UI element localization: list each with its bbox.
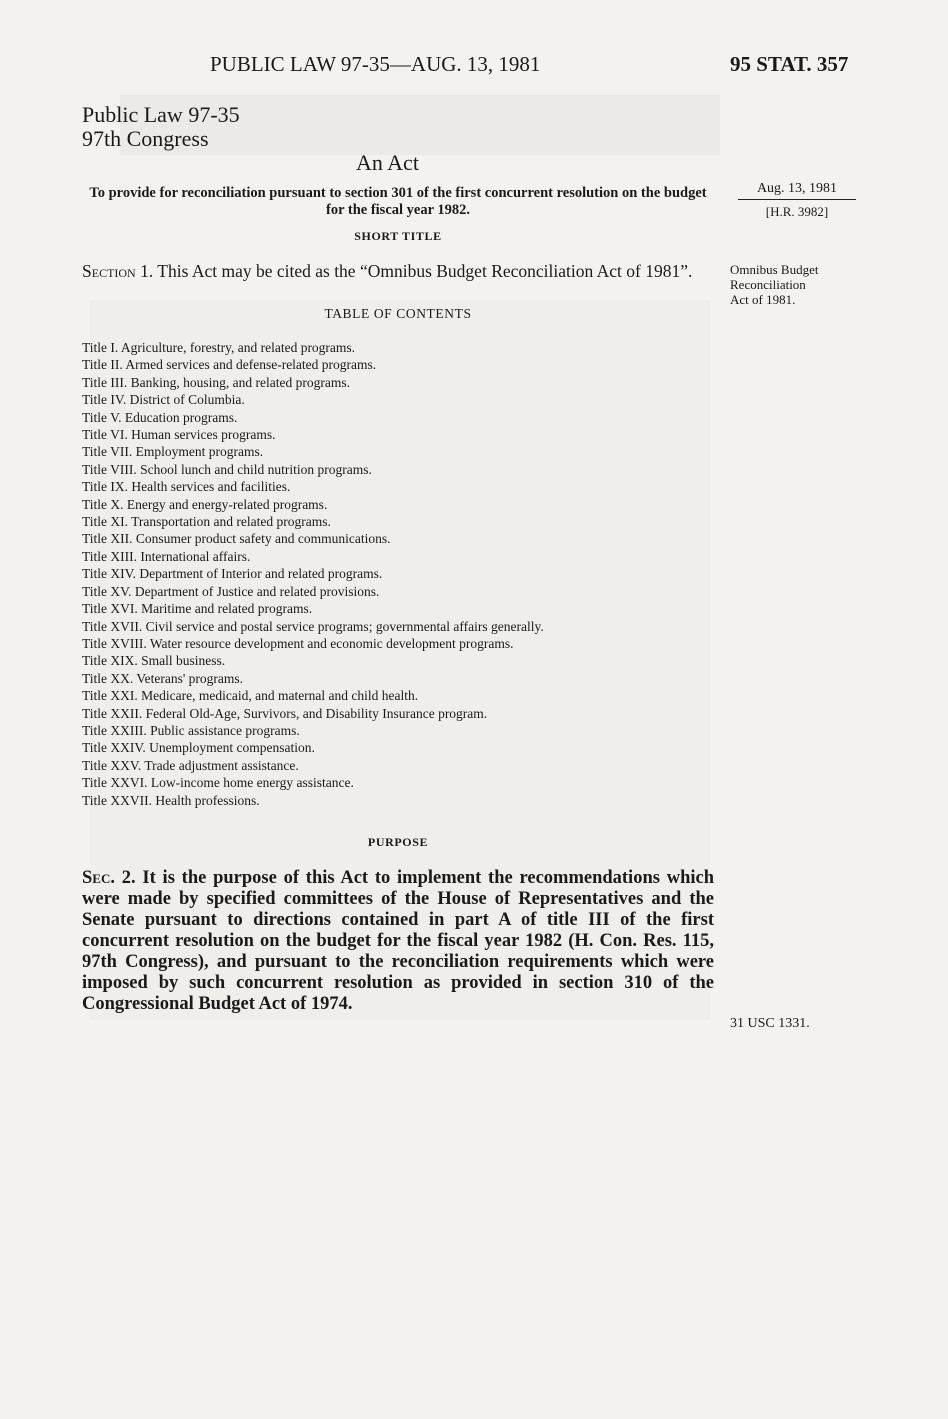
act-heading: An Act [356, 150, 419, 175]
section-body: It is the purpose of this Act to implement the recommendations which were made by specified committees of the House of Representatives and the Senate pursuant to directions contained in part A of title III of the first concurrent resolution on the budget for the fiscal year 1982 (H. Con. Res. 115, 97th Congress), and pursuant to the reconciliation requirements which were imposed by such concurrent resolution as provided in section 310 of the Congressional Budget Act of 1974. [82, 868, 715, 1014]
toc-item: Title XIV. Department of Interior and related programs. [82, 566, 383, 582]
toc-item: Title XXII. Federal Old-Age, Survivors, and Disability Insurance program. [82, 705, 488, 721]
section-1-text [82, 261, 714, 282]
toc-item: Title XIX. Small business. [82, 653, 226, 669]
section-label: Section [82, 261, 136, 281]
toc-item: Title IV. District of Columbia. [82, 392, 245, 408]
toc-item: Title II. Armed services and defense-related programs. [82, 357, 377, 373]
toc-item: Title XXVII. Health professions. [82, 792, 260, 808]
toc-item: Title III. Banking, housing, and related programs. [82, 374, 350, 390]
toc-item: Title VIII. School lunch and child nutrition programs. [82, 461, 372, 477]
usc-citation: 31 USC 1331. [730, 1016, 810, 1031]
toc-item: Title XII. Consumer product safety and communications. [82, 531, 391, 547]
margin-note-line: Omnibus Budget [730, 262, 819, 277]
margin-note-line: Reconciliation [730, 277, 806, 292]
toc-item: Title XI. Transportation and related programs. [82, 514, 331, 530]
toc-item: Title IX. Health services and facilities. [82, 479, 291, 495]
enactment-date: Aug. 13, 1981 [738, 181, 856, 200]
purpose-heading: PURPOSE [367, 835, 429, 849]
section-number: 2. [121, 868, 136, 888]
margin-date-box [738, 181, 856, 220]
toc-item: Title XIII. International affairs. [82, 548, 251, 564]
toc-item: Title XVII. Civil service and postal service programs; governmental affairs generally. [82, 618, 544, 634]
section-number: 1. [140, 261, 154, 281]
short-title-margin-note [730, 262, 818, 307]
section-2-text [82, 868, 714, 1015]
toc-item: Title XX. Veterans' programs. [82, 670, 244, 686]
toc-heading: TABLE OF CONTENTS [324, 306, 472, 321]
toc-item: Title XVIII. Water resource development and economic development programs. [82, 635, 514, 651]
toc-item: Title I. Agriculture, forestry, and related programs. [82, 340, 356, 355]
toc-item: Title XXVI. Low-income home energy assistance. [82, 775, 354, 791]
toc-item: Title XV. Department of Justice and related provisions. [82, 583, 380, 599]
toc-item: Title XXIII. Public assistance programs. [82, 722, 300, 738]
margin-note-line: Act of 1981. [730, 292, 796, 307]
running-header: PUBLIC LAW 97-35—AUG. 13, 1981 [210, 52, 541, 76]
congress-label: 97th Congress [82, 126, 209, 151]
toc-item: Title XXV. Trade adjustment assistance. [82, 757, 299, 773]
section-label: Sec. [82, 868, 115, 888]
section-body: This Act may be cited as the “Omnibus Budget Reconciliation Act of 1981”. [157, 261, 693, 281]
toc-item: Title VII. Employment programs. [82, 444, 264, 460]
table-of-contents [82, 339, 714, 809]
purpose-statement: To provide for reconciliation pursuant to section 301 of the first concurrent resolution on the budget for the fiscal year 1982. [89, 185, 707, 218]
toc-item: Title XVI. Maritime and related programs. [82, 601, 313, 617]
toc-item: Title X. Energy and energy-related programs. [82, 496, 328, 512]
toc-item: Title VI. Human services programs. [82, 427, 276, 443]
toc-item: Title XXI. Medicare, medicaid, and maternal and child health. [82, 688, 419, 704]
toc-item: Title V. Education programs. [82, 409, 238, 425]
stat-page-number: 95 STAT. 357 [730, 52, 849, 76]
law-number: Public Law 97-35 [82, 102, 240, 127]
bill-number: [H.R. 3982] [765, 204, 829, 219]
toc-item: Title XXIV. Unemployment compensation. [82, 740, 315, 756]
short-title-heading: SHORT TITLE [354, 229, 442, 243]
